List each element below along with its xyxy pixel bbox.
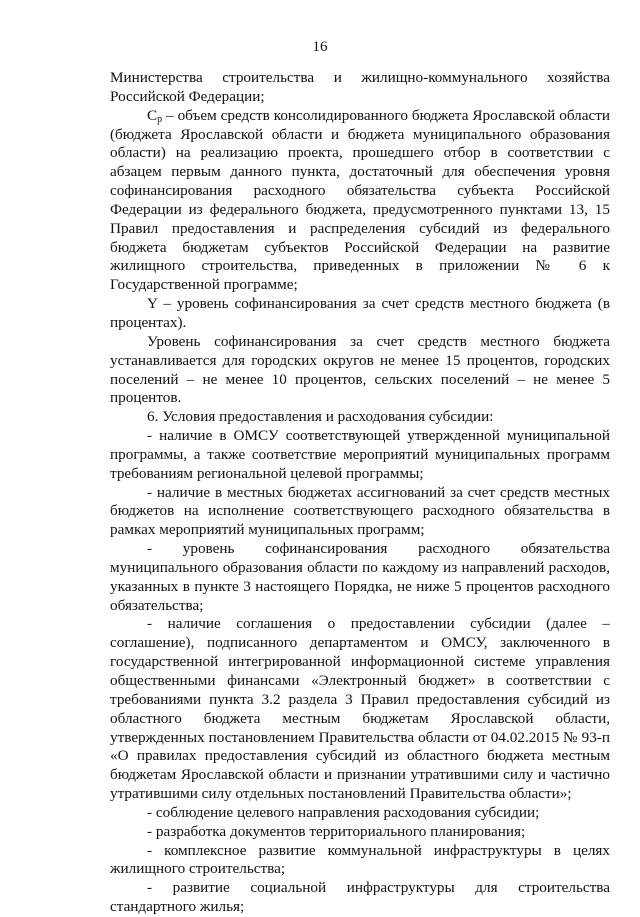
list-item-territorial-planning: - разработка документов территориального планирования;: [147, 822, 526, 840]
paragraph-y-definition: Y – уровень софинансирования за счет средств местного бюджета (в процентах).: [110, 295, 610, 331]
list-item-municipal-program: - наличие в ОМСУ соответствующей утвержденной муниципальной программы, а также соответствие мероприятий муниципальных программ требованиям региональной целевой программы;: [110, 427, 610, 482]
cp-definition-text: – объем средств консолидированного бюджета Ярославской области (бюджета Ярославской области и бюджета муниципального образования области) на реализацию проекта, прошедшего отбор в соответствии с абзацем первым данного пункта, достаточный для обеспечения уровня софинансирования расходного обязательства субъекта Российской Федерации из федерального бюджета, предусмотренного пунктами 13, 15 Правил предоставления и распределения субсидий из федерального бюджета бюджетам субъектов Российской Федерации на развитие жилищного строительства, приведенных в приложении № 6 к Государственной программе;: [110, 106, 610, 294]
paragraph-ministry-continuation: Министерства строительства и жилищно-коммунального хозяйства Российской Федерации;: [110, 69, 610, 105]
symbol-c: С: [147, 106, 158, 124]
list-item-cofinancing-level: - уровень софинансирования расходного обязательства муниципального образования области по каждому из направлений расходов, указанных в пункте 3 настоящего Порядка, не ниже 5 процентов расходного обязательства;: [110, 540, 610, 614]
page-number: 16: [312, 39, 328, 55]
list-item-target-use: - соблюдение целевого направления расходования субсидии;: [147, 803, 540, 821]
document-body: [110, 69, 610, 917]
section-heading-conditions: 6. Условия предоставления и расходования субсидии:: [147, 408, 494, 426]
list-item-subsidy-agreement: - наличие соглашения о предоставлении субсидии (далее – соглашение), подписанного департаментом и ОМСУ, заключенного в государственной интегрированной информационной системе управления общественными финансами «Электронный бюджет» в соответствии с требованиями пункта 3.2 раздела 3 Правил предоставления субсидий из областного бюджета местным бюджетам Ярославской области, утвержденных постановлением Правительства области от 04.02.2015 № 93-п «О правилах предоставления субсидий из областного бюджета местным бюджетам Ярославской области и признании утратившими силу и частично утратившими силу отдельных постановлений Правительства области»;: [110, 615, 610, 803]
list-item-communal-infrastructure: - комплексное развитие коммунальной инфраструктуры в целях жилищного строительства;: [110, 841, 610, 878]
symbol-subscript-p: р: [157, 113, 163, 125]
paragraph-cp-definition: [110, 107, 610, 295]
list-item-local-budget-allocations: - наличие в местных бюджетах ассигнований за счет средств местных бюджетов на исполнение соответствующего расходного обязательства в рамках мероприятий муниципальных программ;: [110, 483, 610, 539]
paragraph-cofinancing-level: Уровень софинансирования за счет средств местного бюджета устанавливается для городских округов не менее 15 процентов, городских поселений – не менее 10 процентов, сельских поселений – не менее 5 процентов.: [110, 332, 610, 407]
list-item-social-infrastructure: - развитие социальной инфраструктуры для строительства стандартного жилья;: [110, 879, 610, 916]
